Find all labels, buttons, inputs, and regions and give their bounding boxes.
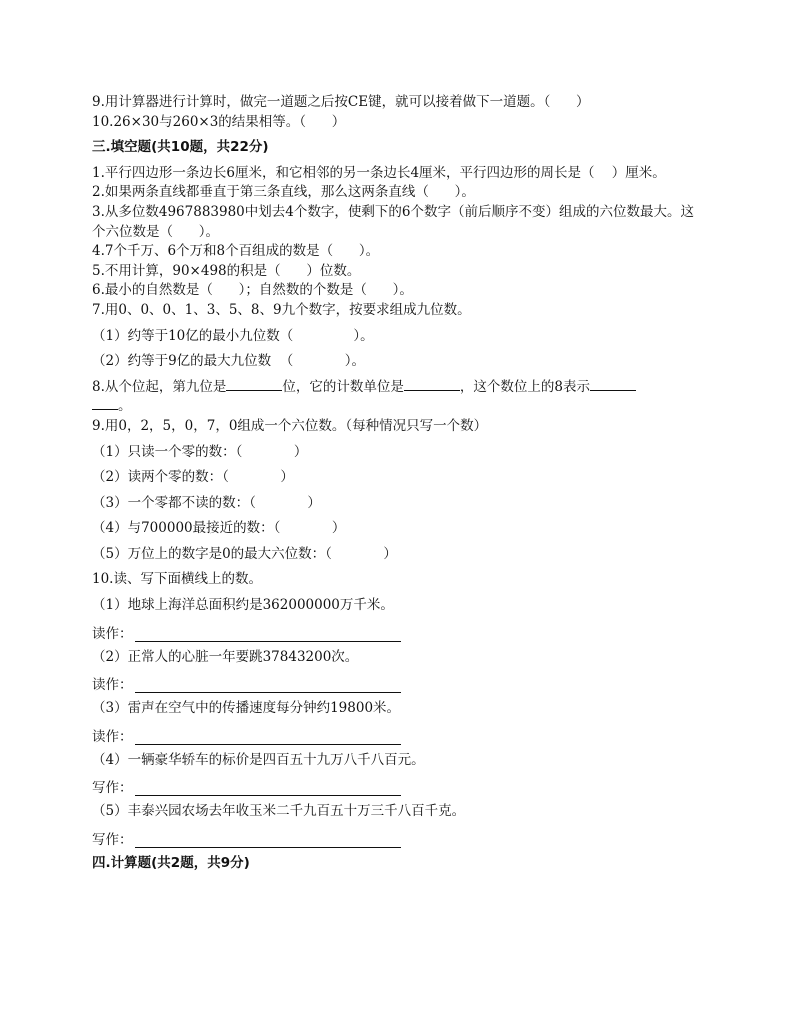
section-3-title: 三.填空题(共10题，共22分): [92, 139, 269, 156]
answer-blank[interactable]: [590, 389, 636, 391]
answer-line: [92, 673, 704, 693]
fill-question-4: 4.7个千万、6个万和8个百组成的数是（ ）。: [92, 243, 380, 260]
judge-question-9: 9.用计算器进行计算时，做完一道题之后按CE键，就可以接着做下一道题。（ ）: [92, 94, 590, 110]
fill-question-9-sub-4: （4）与700000最接近的数：（ ）: [92, 520, 346, 537]
judge-question-10: 10.26×30与260×3的结果相等。（ ）: [92, 113, 346, 130]
fill-question-8-part-1: 8.从个位起，第九位是: [92, 378, 227, 395]
answer-blank[interactable]: [135, 833, 401, 848]
answer-blank[interactable]: [135, 678, 401, 693]
fill-question-1: 1.平行四边形一条边长6厘米，和它相邻的另一条边长4厘米，平行四边形的周长是（ ）厘米。: [92, 164, 666, 181]
answer-label: 写作：: [92, 780, 133, 797]
answer-label: 读作：: [92, 728, 133, 745]
fill-question-9: 9.用0，2，5，0，7，0组成一个六位数。（每种情况只写一个数）: [92, 417, 488, 434]
fill-question-2: 2.如果两条直线都垂直于第三条直线，那么这两条直线（ ）。: [92, 184, 475, 201]
fill-question-8-part-3: ，这个数位上的8表示: [459, 378, 590, 395]
fill-question-10-sub-2: （2）正常人的心脏一年要跳37843200次。: [92, 648, 359, 665]
fill-question-8-part-4: 。: [118, 398, 132, 415]
answer-line: [92, 828, 704, 848]
answer-blank[interactable]: [135, 781, 401, 796]
fill-question-6: 6.最小的自然数是（ ）；自然数的个数是（ ）。: [92, 282, 413, 299]
fill-question-10-sub-3: （3）雷声在空气中的传播速度每分钟约19800米。: [92, 700, 401, 717]
fill-question-9-sub-3: （3）一个零都不读的数：（ ）: [92, 494, 321, 511]
fill-question-7-sub-1: （1）约等于10亿的最小九位数（ ）。: [92, 327, 374, 344]
fill-question-8-part-2: 位，它的计数单位是: [282, 378, 404, 395]
fill-question-10-sub-5: （5）丰泰兴园农场去年收玉米二千九百五十万三千八百千克。: [92, 803, 466, 820]
fill-question-10-sub-1: （1）地球上海洋总面积约是362000000万千米。: [92, 597, 394, 614]
fill-question-10: 10.读、写下面横线上的数。: [92, 571, 262, 588]
fill-question-9-sub-2: （2）读两个零的数：（ ）: [92, 469, 294, 486]
fill-question-5: 5.不用计算，90×498的积是（ ）位数。: [92, 262, 361, 279]
answer-line: [92, 725, 704, 745]
worksheet-page: [92, 93, 704, 874]
answer-label: 读作：: [92, 677, 133, 694]
answer-label: 写作：: [92, 832, 133, 849]
answer-label: 读作：: [92, 625, 133, 642]
answer-blank[interactable]: [135, 730, 401, 745]
fill-question-7: 7.用0、0、0、1、3、5、8、9九个数字，按要求组成九位数。: [92, 301, 471, 318]
answer-blank[interactable]: [92, 408, 118, 410]
fill-question-3: 3.从多位数4967883980中划去4个数字，使剩下的6个数字（前后顺序不变）组成的六位数最大。这个六位数是（ ）。: [92, 203, 694, 240]
fill-question-9-sub-1: （1）只读一个零的数：（ ）: [92, 443, 308, 460]
answer-blank[interactable]: [135, 627, 401, 642]
fill-question-10-sub-4: （4）一辆豪华轿车的标价是四百五十九万八千八百元。: [92, 751, 425, 768]
fill-question-8: [92, 378, 704, 417]
answer-blank[interactable]: [404, 389, 460, 391]
answer-line: [92, 776, 704, 796]
section-4-title: 四.计算题(共2题，共9分): [92, 855, 250, 872]
answer-blank[interactable]: [226, 389, 282, 391]
fill-question-7-sub-2: （2）约等于9亿的最大九位数 （ ）。: [92, 353, 366, 370]
fill-question-9-sub-5: （5）万位上的数字是0的最大六位数：（ ）: [92, 545, 397, 562]
answer-line: [92, 622, 704, 642]
